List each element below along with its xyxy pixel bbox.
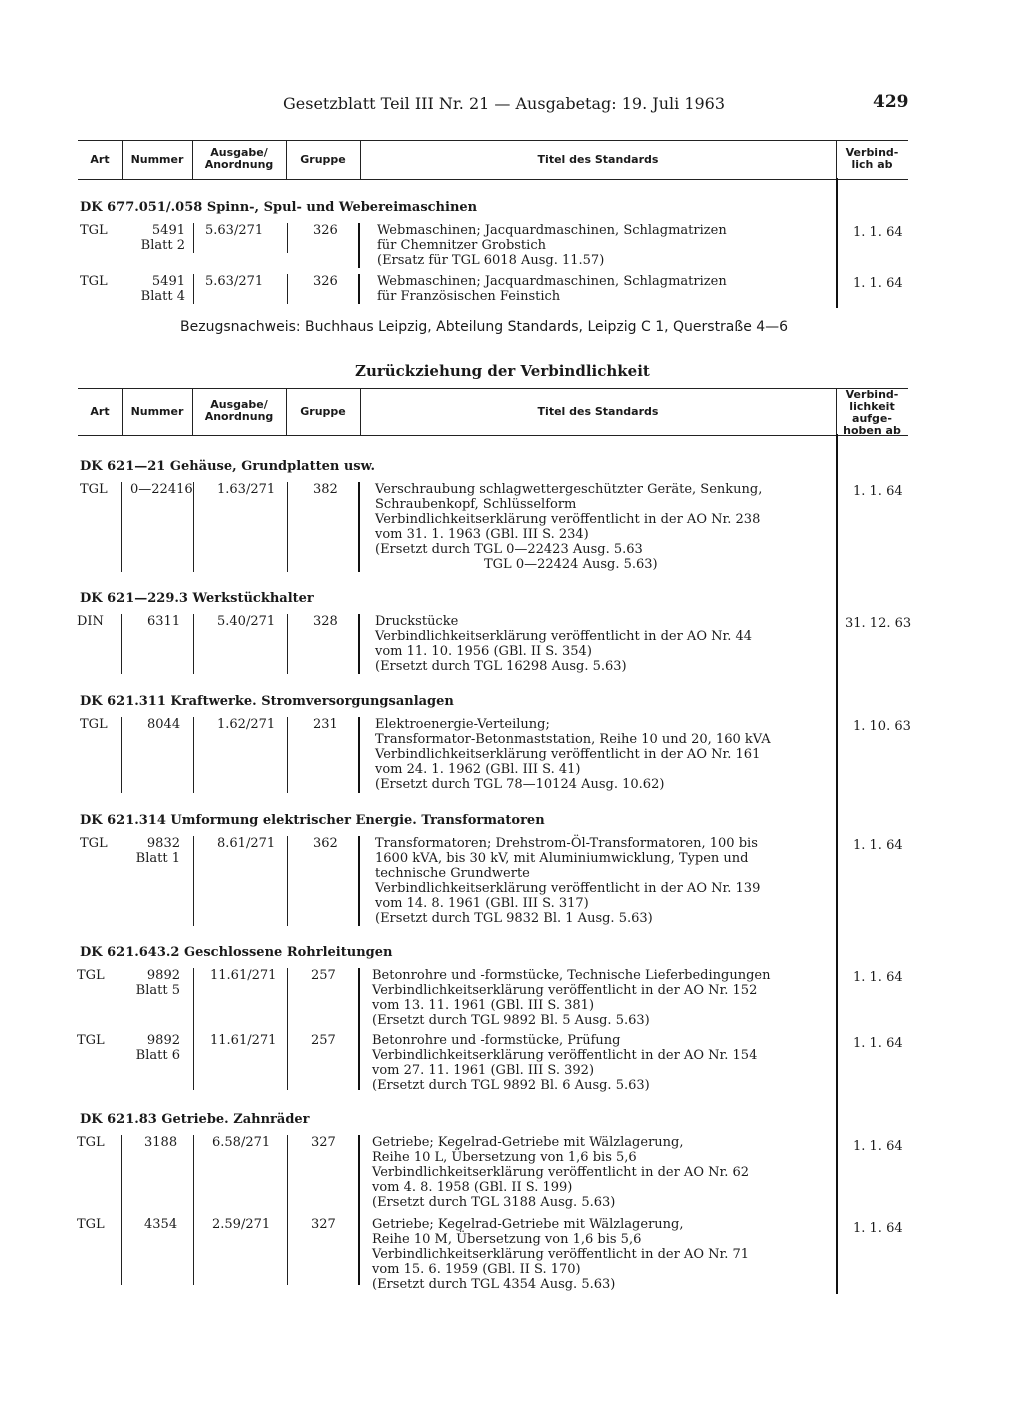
- row-art: TGL: [80, 482, 108, 497]
- row-nummer: 9892: [146, 1033, 180, 1048]
- row-gruppe: 327: [311, 1135, 336, 1150]
- row-title-line: technische Grundwerte: [375, 866, 530, 881]
- row-title-line: vom 13. 11. 1961 (GBl. III S. 381): [372, 998, 595, 1013]
- row-title-line: Transformator-Betonmaststation, Reihe 10 und 20, 160 kVA: [375, 732, 771, 747]
- row-title: Druckstücke: [375, 614, 459, 629]
- row-title-line: Verbindlichkeitserklärung veröffentlicht in der AO Nr. 71: [372, 1247, 750, 1262]
- row-title-line: vom 24. 1. 1962 (GBl. III S. 41): [375, 762, 581, 777]
- row-nummer: 8044: [147, 717, 181, 732]
- row-art: TGL: [77, 1135, 105, 1150]
- row-gruppe: 362: [313, 836, 338, 851]
- row-title-line: Reihe 10 L, Übersetzung von 1,6 bis 5,6: [372, 1150, 637, 1165]
- row-art: TGL: [80, 274, 108, 289]
- row-gruppe: 382: [313, 482, 338, 497]
- dk-heading-6: DK 621.643.2 Geschlossene Rohrleitungen: [80, 945, 393, 960]
- dk-heading-7: DK 621.83 Getriebe. Zahnräder: [80, 1112, 310, 1127]
- row-art: TGL: [77, 968, 105, 983]
- row-title-line: Verbindlichkeitserklärung veröffentlicht in der AO Nr. 62: [372, 1165, 750, 1180]
- row-date: 1. 1. 64: [853, 838, 903, 853]
- row-gruppe: 326: [313, 223, 338, 238]
- row-nummer: 5491: [151, 274, 185, 289]
- row-ausgabe: 8.61/271: [217, 836, 276, 851]
- col-ausgabe: Ausgabe/ Anordnung: [204, 398, 274, 423]
- dk-heading-5: DK 621.314 Umformung elektrischer Energie. Transformatoren: [80, 813, 545, 828]
- row-title: Elektroenergie-Verteilung;: [375, 717, 550, 732]
- row-title-line: vom 15. 6. 1959 (GBl. II S. 170): [372, 1262, 581, 1277]
- row-date: 1. 1. 64: [853, 970, 903, 985]
- row-title-line: (Ersetzt durch TGL 3188 Ausg. 5.63): [372, 1195, 616, 1210]
- row-date: 31. 12. 63: [845, 616, 912, 631]
- row-ausgabe: 5.63/271: [205, 223, 264, 238]
- row-title: Verschraubung schlagwettergeschützter Geräte, Senkung,: [375, 482, 763, 497]
- row-ausgabe: 11.61/271: [210, 1033, 277, 1048]
- row-art: TGL: [80, 836, 108, 851]
- row-title: Getriebe; Kegelrad-Getriebe mit Wälzlagerung,: [372, 1217, 684, 1232]
- reference-note: Bezugsnachweis: Buchhaus Leipzig, Abteilung Standards, Leipzig C 1, Querstraße 4—6: [180, 319, 789, 335]
- row-art: TGL: [80, 717, 108, 732]
- row-nummer: 3188: [144, 1135, 178, 1150]
- row-title: Webmaschinen; Jacquardmaschinen, Schlagmatrizen: [377, 223, 727, 238]
- row-date: 1. 1. 64: [853, 1139, 903, 1154]
- row-title: Betonrohre und -formstücke, Prüfung: [372, 1033, 621, 1048]
- row-ausgabe: 1.63/271: [217, 482, 276, 497]
- row-nummer: 6311: [147, 614, 181, 629]
- row-nummer: 9832: [146, 836, 180, 851]
- row-nummer: 9892: [146, 968, 180, 983]
- row-date: 1. 1. 64: [853, 1036, 903, 1051]
- row-title-line: Verbindlichkeitserklärung veröffentlicht in der AO Nr. 139: [375, 881, 761, 896]
- row-nummer-blatt: Blatt 4: [140, 289, 185, 304]
- dk-heading-3: DK 621—229.3 Werkstückhalter: [80, 591, 314, 606]
- col-ausgabe: Ausgabe/ Anordnung: [204, 146, 274, 171]
- page-header: Gesetzblatt Teil III Nr. 21 — Ausgabetag: 19. Juli 1963: [283, 94, 726, 113]
- row-nummer-blatt: Blatt 5: [135, 983, 180, 998]
- row-title-line: vom 14. 8. 1961 (GBl. III S. 317): [375, 896, 589, 911]
- row-title-line: (Ersetzt durch TGL 9832 Bl. 1 Ausg. 5.63): [375, 911, 653, 926]
- row-date: 1. 1. 64: [853, 276, 903, 291]
- row-title-line: vom 4. 8. 1958 (GBl. II S. 199): [372, 1180, 573, 1195]
- row-ausgabe: 11.61/271: [210, 968, 277, 983]
- row-title-line: 1600 kVA, bis 30 kV, mit Aluminiumwicklung, Typen und: [375, 851, 749, 866]
- col-titel: Titel des Standards: [537, 405, 659, 418]
- row-gruppe: 328: [313, 614, 338, 629]
- row-title-line: (Ersetzt durch TGL 0—22423 Ausg. 5.63: [375, 542, 643, 557]
- row-gruppe: 231: [313, 717, 338, 732]
- row-art: TGL: [80, 223, 108, 238]
- row-art: TGL: [77, 1033, 105, 1048]
- row-title-line: (Ersetzt durch TGL 4354 Ausg. 5.63): [372, 1277, 616, 1292]
- row-title-line: (Ersatz für TGL 6018 Ausg. 11.57): [377, 253, 605, 268]
- col-art: Art: [90, 153, 110, 166]
- row-title: Webmaschinen; Jacquardmaschinen, Schlagmatrizen: [377, 274, 727, 289]
- row-art: DIN: [77, 614, 104, 629]
- row-title-line: (Ersetzt durch TGL 78—10124 Ausg. 10.62): [375, 777, 665, 792]
- page-number: 429: [873, 92, 909, 112]
- row-nummer: 4354: [144, 1217, 178, 1232]
- dk-heading-4: DK 621.311 Kraftwerke. Stromversorgungsanlagen: [80, 694, 454, 709]
- row-title: Getriebe; Kegelrad-Getriebe mit Wälzlagerung,: [372, 1135, 684, 1150]
- row-title: Transformatoren; Drehstrom-Öl-Transformatoren, 100 bis: [375, 836, 758, 851]
- col-titel: Titel des Standards: [537, 153, 659, 166]
- row-nummer-blatt: Blatt 2: [140, 238, 185, 253]
- dk-heading-2: DK 621—21 Gehäuse, Grundplatten usw.: [80, 459, 376, 474]
- col-nummer: Nummer: [130, 153, 184, 166]
- row-title-line: Verbindlichkeitserklärung veröffentlicht in der AO Nr. 154: [372, 1048, 758, 1063]
- row-title-line: (Ersetzt durch TGL 9892 Bl. 5 Ausg. 5.63): [372, 1013, 650, 1028]
- section-title: Zurückziehung der Verbindlichkeit: [355, 362, 650, 380]
- row-title-line: TGL 0—22424 Ausg. 5.63): [484, 557, 658, 572]
- row-nummer: 5491: [151, 223, 185, 238]
- row-title-line: vom 31. 1. 1963 (GBl. III S. 234): [375, 527, 589, 542]
- table-header-2: [78, 388, 908, 436]
- row-date: 1. 10. 63: [853, 719, 911, 734]
- col-verbindlichkeit: Verbind- lichkeit aufge- hoben ab: [843, 388, 901, 437]
- row-title-line: (Ersetzt durch TGL 16298 Ausg. 5.63): [375, 659, 627, 674]
- row-date: 1. 1. 64: [853, 225, 903, 240]
- row-title-line: Verbindlichkeitserklärung veröffentlicht in der AO Nr. 152: [372, 983, 758, 998]
- row-title-line: Verbindlichkeitserklärung veröffentlicht in der AO Nr. 161: [375, 747, 761, 762]
- row-title-line: Verbindlichkeitserklärung veröffentlicht in der AO Nr. 238: [375, 512, 761, 527]
- col-gruppe: Gruppe: [300, 153, 346, 166]
- col-gruppe: Gruppe: [300, 405, 346, 418]
- row-nummer: 0—22416: [130, 482, 193, 497]
- row-title-line: Reihe 10 M, Übersetzung von 1,6 bis 5,6: [372, 1232, 642, 1247]
- row-art: TGL: [77, 1217, 105, 1232]
- row-title-line: Verbindlichkeitserklärung veröffentlicht in der AO Nr. 44: [375, 629, 753, 644]
- row-title-line: (Ersetzt durch TGL 9892 Bl. 6 Ausg. 5.63): [372, 1078, 650, 1093]
- row-gruppe: 326: [313, 274, 338, 289]
- row-ausgabe: 5.63/271: [205, 274, 264, 289]
- row-date: 1. 1. 64: [853, 1221, 903, 1236]
- col-verbindlich: Verbind- lich ab: [845, 146, 899, 171]
- row-title: Betonrohre und -formstücke, Technische Lieferbedingungen: [372, 968, 771, 983]
- table-header-1: [78, 140, 908, 180]
- row-date: 1. 1. 64: [853, 484, 903, 499]
- row-title-line: für Französischen Feinstich: [377, 289, 561, 304]
- col-nummer: Nummer: [130, 405, 184, 418]
- row-gruppe: 257: [311, 1033, 336, 1048]
- row-ausgabe: 6.58/271: [212, 1135, 271, 1150]
- row-title-line: für Chemnitzer Grobstich: [377, 238, 546, 253]
- row-title-line: Schraubenkopf, Schlüsselform: [375, 497, 577, 512]
- col-art: Art: [90, 405, 110, 418]
- row-ausgabe: 5.40/271: [217, 614, 276, 629]
- row-title-line: vom 11. 10. 1956 (GBl. II S. 354): [375, 644, 592, 659]
- row-title-line: vom 27. 11. 1961 (GBl. III S. 392): [372, 1063, 595, 1078]
- row-gruppe: 327: [311, 1217, 336, 1232]
- row-ausgabe: 2.59/271: [212, 1217, 271, 1232]
- row-nummer-blatt: Blatt 1: [135, 851, 180, 866]
- dk-heading-1: DK 677.051/.058 Spinn-, Spul- und Webereimaschinen: [80, 200, 478, 215]
- row-nummer-blatt: Blatt 6: [135, 1048, 180, 1063]
- row-ausgabe: 1.62/271: [217, 717, 276, 732]
- row-gruppe: 257: [311, 968, 336, 983]
